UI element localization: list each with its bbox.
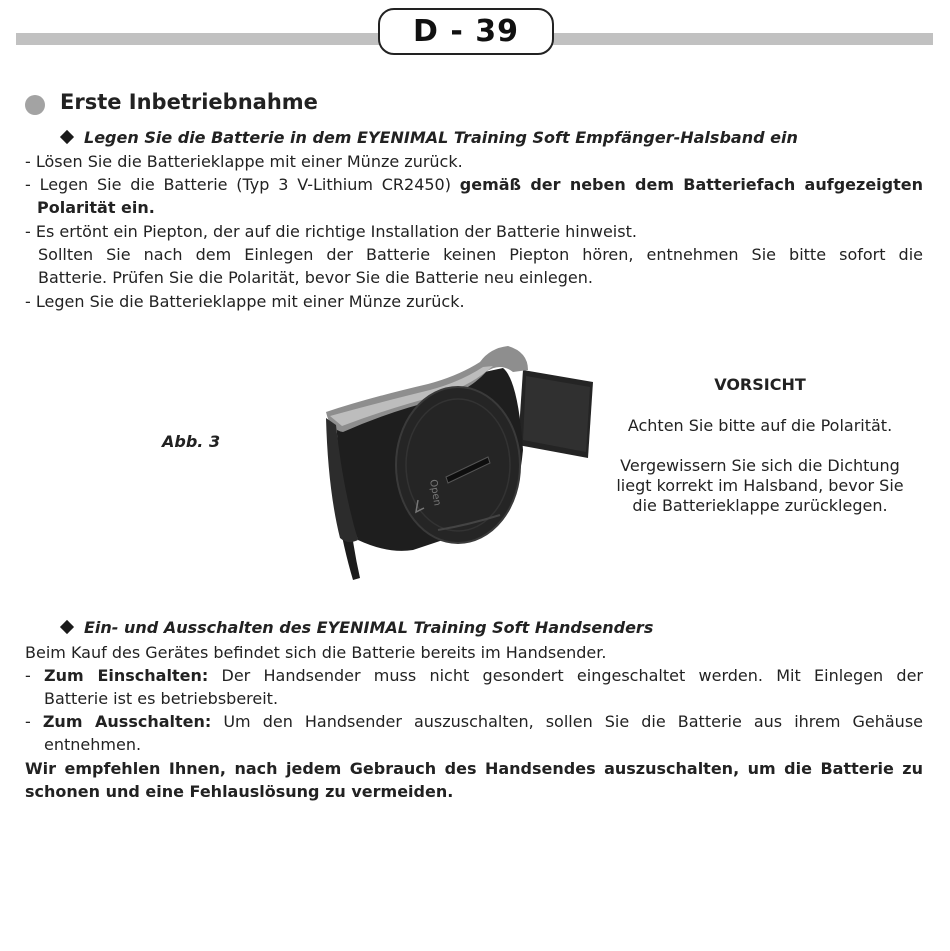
section-bullet-icon — [25, 95, 45, 115]
step-2 — [25, 173, 923, 196]
section-title: Erste Inbetriebnahme — [60, 90, 318, 114]
diamond-bullet-icon — [60, 130, 74, 144]
collar-receiver-image — [318, 340, 598, 585]
step-2-text: - Legen Sie die Batterie (Typ 3 V-Lithium CR2450) — [25, 175, 460, 194]
switch-on-text: Der Handsender muss nicht gesondert eingeschaltet werden. Mit Einlegen der — [208, 666, 923, 685]
caution-title: VORSICHT — [714, 375, 806, 394]
svg-text:Open: Open — [427, 478, 443, 507]
recommendation-line-1: Wir empfehlen Ihnen, nach jedem Gebrauch des Handsendes auszuschalten, um die Batterie zu — [25, 759, 923, 778]
switch-on-label: Zum Einschalten: — [44, 666, 209, 685]
switch-on-dash: - — [25, 666, 45, 685]
battery-subheading-text: Legen Sie die Batterie in dem EYENIMAL Training Soft Empfänger-Halsband ein — [84, 128, 798, 147]
switch-off-line-2: entnehmen. — [44, 735, 142, 754]
caution-seal-line-2: liegt korrekt im Halsband, bevor Sie — [616, 476, 904, 495]
transmitter-subheading — [62, 618, 653, 637]
caution-polarity: Achten Sie bitte auf die Polarität. — [627, 416, 893, 435]
step-1: - Lösen Sie die Batterieklappe mit einer Münze zurück. — [25, 152, 463, 171]
switch-on-line-2: Batterie ist es betriebsbereit. — [44, 689, 279, 708]
step-3-line-3: Batterie. Prüfen Sie die Polarität, bevor Sie die Batterie neu einlegen. — [38, 268, 593, 287]
step-2-continuation: Polarität ein. — [37, 198, 155, 217]
figure-label: Abb. 3 — [162, 432, 221, 451]
step-3-line-2: Sollten Sie nach dem Einlegen der Batterie keinen Piepton hören, entnehmen Sie bitte sofort die — [38, 245, 923, 264]
switch-on-line-1 — [25, 664, 923, 687]
diamond-bullet-icon — [60, 620, 74, 634]
caution-seal-line-3: die Batterieklappe zurücklegen. — [632, 496, 888, 515]
step-4: - Legen Sie die Batterieklappe mit einer Münze zurück. — [25, 292, 465, 311]
switch-off-label: Zum Ausschalten: — [42, 712, 212, 731]
recommendation-line-2: schonen und eine Fehlauslösung zu vermeiden. — [25, 782, 454, 801]
step-3-line-1: - Es ertönt ein Piepton, der auf die richtige Installation der Batterie hinweist. — [25, 222, 637, 241]
caution-seal-line-1: Vergewissern Sie sich die Dichtung — [620, 456, 900, 475]
transmitter-intro: Beim Kauf des Gerätes befindet sich die Batterie bereits im Handsender. — [25, 643, 607, 662]
switch-off-line-1 — [25, 710, 923, 733]
transmitter-subheading-text: Ein- und Ausschalten des EYENIMAL Training Soft Handsenders — [84, 618, 654, 637]
switch-off-dash: - — [25, 712, 43, 731]
switch-off-text: Um den Handsender auszuschalten, sollen Sie die Batterie aus ihrem Gehäuse — [211, 712, 924, 731]
step-2-bold: gemäß der neben dem Batteriefach aufgezeigten — [459, 175, 924, 194]
battery-subheading — [62, 128, 798, 147]
page-number-badge: D - 39 — [378, 8, 554, 55]
